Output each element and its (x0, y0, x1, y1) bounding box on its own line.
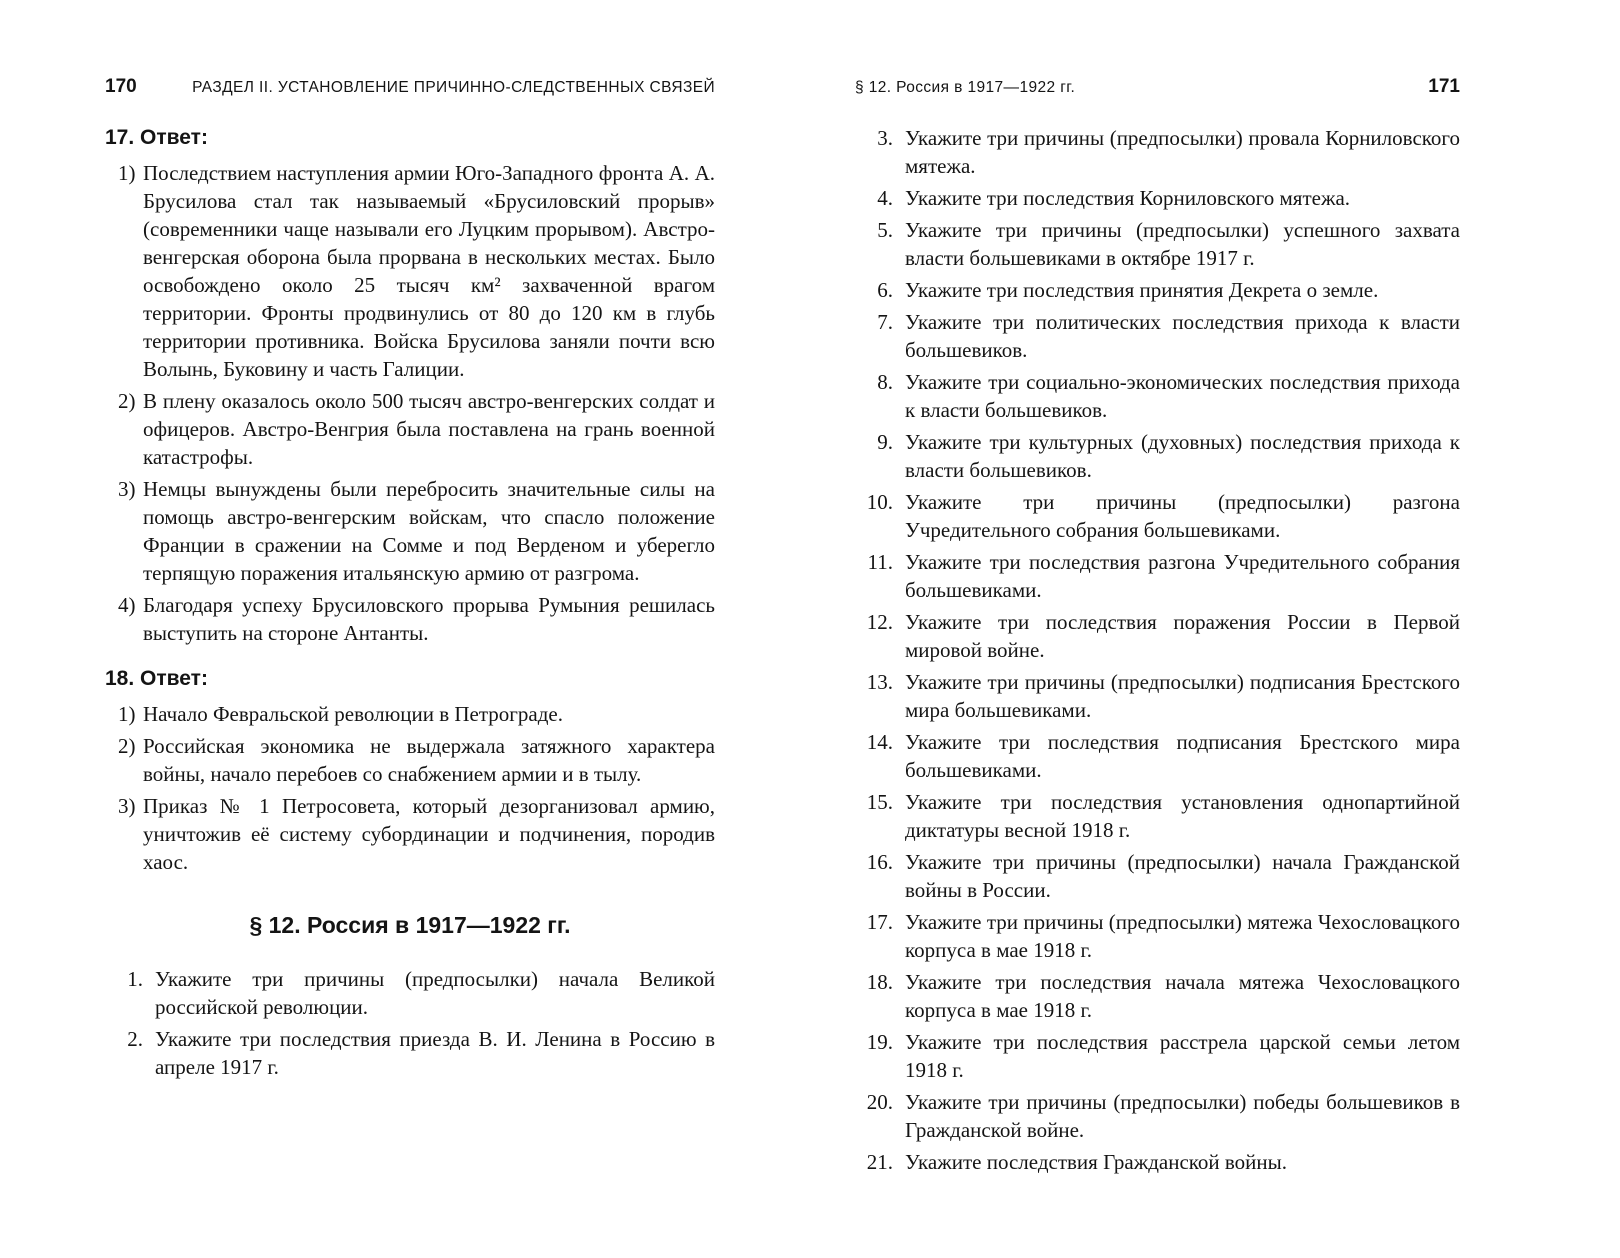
question-text: Укажите три причины (предпосылки) разгона Учредительного собрания большевиками. (905, 490, 1460, 542)
answer-item (105, 159, 715, 383)
question-item (855, 548, 1460, 604)
answer-item-number: 1) (118, 161, 136, 185)
question-item (855, 276, 1460, 304)
question-number: 21. (866, 1150, 893, 1174)
question-number: 2. (127, 1027, 143, 1051)
question-number: 17. (866, 910, 893, 934)
question-text: Укажите три последствия приезда В. И. Ленина в Россию в апреле 1917 г. (155, 1027, 715, 1079)
answer-item-number: 1) (118, 702, 136, 726)
question-item (855, 908, 1460, 964)
answer-block-18 (105, 665, 715, 876)
question-text: Укажите три последствия Корниловского мятежа. (905, 186, 1351, 210)
question-item (855, 848, 1460, 904)
answer-list-18 (105, 700, 715, 876)
page-number-right: 171 (1428, 76, 1460, 97)
answer-item-number: 2) (118, 734, 136, 758)
question-item (855, 216, 1460, 272)
answer-item (105, 732, 715, 788)
answer-item-text: Последствием наступления армии Юго-Западного фронта А. А. Брусилова стал так называемый «Брусиловский прорыв» (современники чаще называли его Луцким прорывом). Австро-венгерская оборона была прорвана в нескольких местах. Было освобождено около 25 тысяч км² захваченной врагом территории. Фронты продвинулись от 80 до 120 км в глубь территории противника. Войска Брусилова заняли почти всю Волынь, Буковину и часть Галиции. (143, 161, 715, 381)
question-list-left (105, 965, 715, 1081)
question-number: 13. (866, 670, 893, 694)
question-item (855, 428, 1460, 484)
question-text: Укажите три последствия подписания Брестского мира большевиками. (905, 730, 1460, 782)
question-text: Укажите три причины (предпосылки) начала Гражданской войны в России. (905, 850, 1460, 902)
question-item (855, 124, 1460, 180)
question-text: Укажите три причины (предпосылки) успешного захвата власти большевиками в октябре 1917 г. (905, 218, 1460, 270)
question-item (855, 728, 1460, 784)
question-item (855, 788, 1460, 844)
question-item (855, 1148, 1460, 1176)
answer-item (105, 700, 715, 728)
page-header-left (105, 76, 715, 98)
answer-item-text: Немцы вынуждены были перебросить значительные силы на помощь австро-венгерским войскам, что спасло положение Франции в сражении на Сомме и под Верденом и уберегло терпящую поражения итальянскую армию от разгрома. (143, 477, 715, 585)
answer-item (105, 387, 715, 471)
question-text: Укажите три причины (предпосылки) победы большевиков в Гражданской войне. (905, 1090, 1460, 1142)
question-number: 4. (877, 186, 893, 210)
answer-item (105, 792, 715, 876)
question-number: 6. (877, 278, 893, 302)
question-item (855, 1088, 1460, 1144)
question-item (855, 184, 1460, 212)
question-text: Укажите три культурных (духовных) последствия прихода к власти большевиков. (905, 430, 1460, 482)
answer-item (105, 475, 715, 587)
answer-item-text: Начало Февральской революции в Петрограде. (143, 702, 563, 726)
question-text: Укажите три последствия установления однопартийной диктатуры весной 1918 г. (905, 790, 1460, 842)
question-item (855, 1028, 1460, 1084)
question-text: Укажите последствия Гражданской войны. (905, 1150, 1288, 1174)
question-item (855, 968, 1460, 1024)
question-text: Укажите три причины (предпосылки) провала Корниловского мятежа. (905, 126, 1460, 178)
page-right (810, 0, 1620, 1258)
question-number: 9. (877, 430, 893, 454)
answer-heading-17: 17. Ответ: (105, 126, 208, 149)
question-item (855, 668, 1460, 724)
question-number: 3. (877, 126, 893, 150)
question-number: 7. (877, 310, 893, 334)
question-text: Укажите три причины (предпосылки) подписания Брестского мира большевиками. (905, 670, 1460, 722)
question-text: Укажите три политических последствия прихода к власти большевиков. (905, 310, 1460, 362)
answer-block-17 (105, 124, 715, 647)
running-head-left: РАЗДЕЛ II. УСТАНОВЛЕНИЕ ПРИЧИННО-СЛЕДСТВЕННЫХ СВЯЗЕЙ (192, 79, 715, 96)
question-text: Укажите три социально-экономических последствия прихода к власти большевиков. (905, 370, 1460, 422)
running-head-right: § 12. Россия в 1917—1922 гг. (855, 79, 1076, 96)
question-text: Укажите три последствия поражения России в Первой мировой войне. (905, 610, 1460, 662)
question-item (855, 608, 1460, 664)
question-text: Укажите три последствия разгона Учредительного собрания большевиками. (905, 550, 1460, 602)
question-number: 18. (866, 970, 893, 994)
question-item (855, 368, 1460, 424)
question-item (105, 965, 715, 1021)
answer-heading-18: 18. Ответ: (105, 667, 208, 690)
answer-item-number: 3) (118, 477, 136, 501)
question-number: 10. (866, 490, 893, 514)
page-number-left: 170 (105, 76, 137, 97)
question-text: Укажите три последствия начала мятежа Чехословацкого корпуса в мае 1918 г. (905, 970, 1460, 1022)
question-number: 15. (866, 790, 893, 814)
question-text: Укажите три последствия принятия Декрета о земле. (905, 278, 1379, 302)
question-number: 11. (867, 550, 893, 574)
question-number: 16. (866, 850, 893, 874)
question-text: Укажите три причины (предпосылки) начала Великой российской революции. (155, 967, 715, 1019)
answer-item-text: Российская экономика не выдержала затяжного характера войны, начало перебоев со снабжением армии и в тылу. (143, 734, 715, 786)
question-text: Укажите три последствия расстрела царской семьи летом 1918 г. (905, 1030, 1460, 1082)
question-number: 12. (866, 610, 893, 634)
question-item (105, 1025, 715, 1081)
answer-item-text: Благодаря успеху Брусиловского прорыва Румыния решилась выступить на стороне Антанты. (143, 593, 715, 645)
question-number: 19. (866, 1030, 893, 1054)
section-heading: § 12. Россия в 1917—1922 гг. (249, 912, 571, 938)
question-text: Укажите три причины (предпосылки) мятежа Чехословацкого корпуса в мае 1918 г. (905, 910, 1460, 962)
answer-item-number: 3) (118, 794, 136, 818)
question-item (855, 308, 1460, 364)
answer-item (105, 591, 715, 647)
question-number: 20. (866, 1090, 893, 1114)
question-list-right (855, 124, 1460, 1176)
question-number: 5. (877, 218, 893, 242)
answer-list-17 (105, 159, 715, 647)
question-number: 8. (877, 370, 893, 394)
answer-item-text: Приказ № 1 Петросовета, который дезорганизовал армию, уничтожив её систему субординации и подчинения, породив хаос. (143, 794, 715, 874)
question-number: 14. (866, 730, 893, 754)
answer-item-text: В плену оказалось около 500 тысяч австро-венгерских солдат и офицеров. Австро-Венгрия была поставлена на грань военной катастрофы. (143, 389, 715, 469)
answer-item-number: 2) (118, 389, 136, 413)
answer-item-number: 4) (118, 593, 136, 617)
question-number: 1. (127, 967, 143, 991)
question-item (855, 488, 1460, 544)
page-header-right (855, 76, 1460, 98)
